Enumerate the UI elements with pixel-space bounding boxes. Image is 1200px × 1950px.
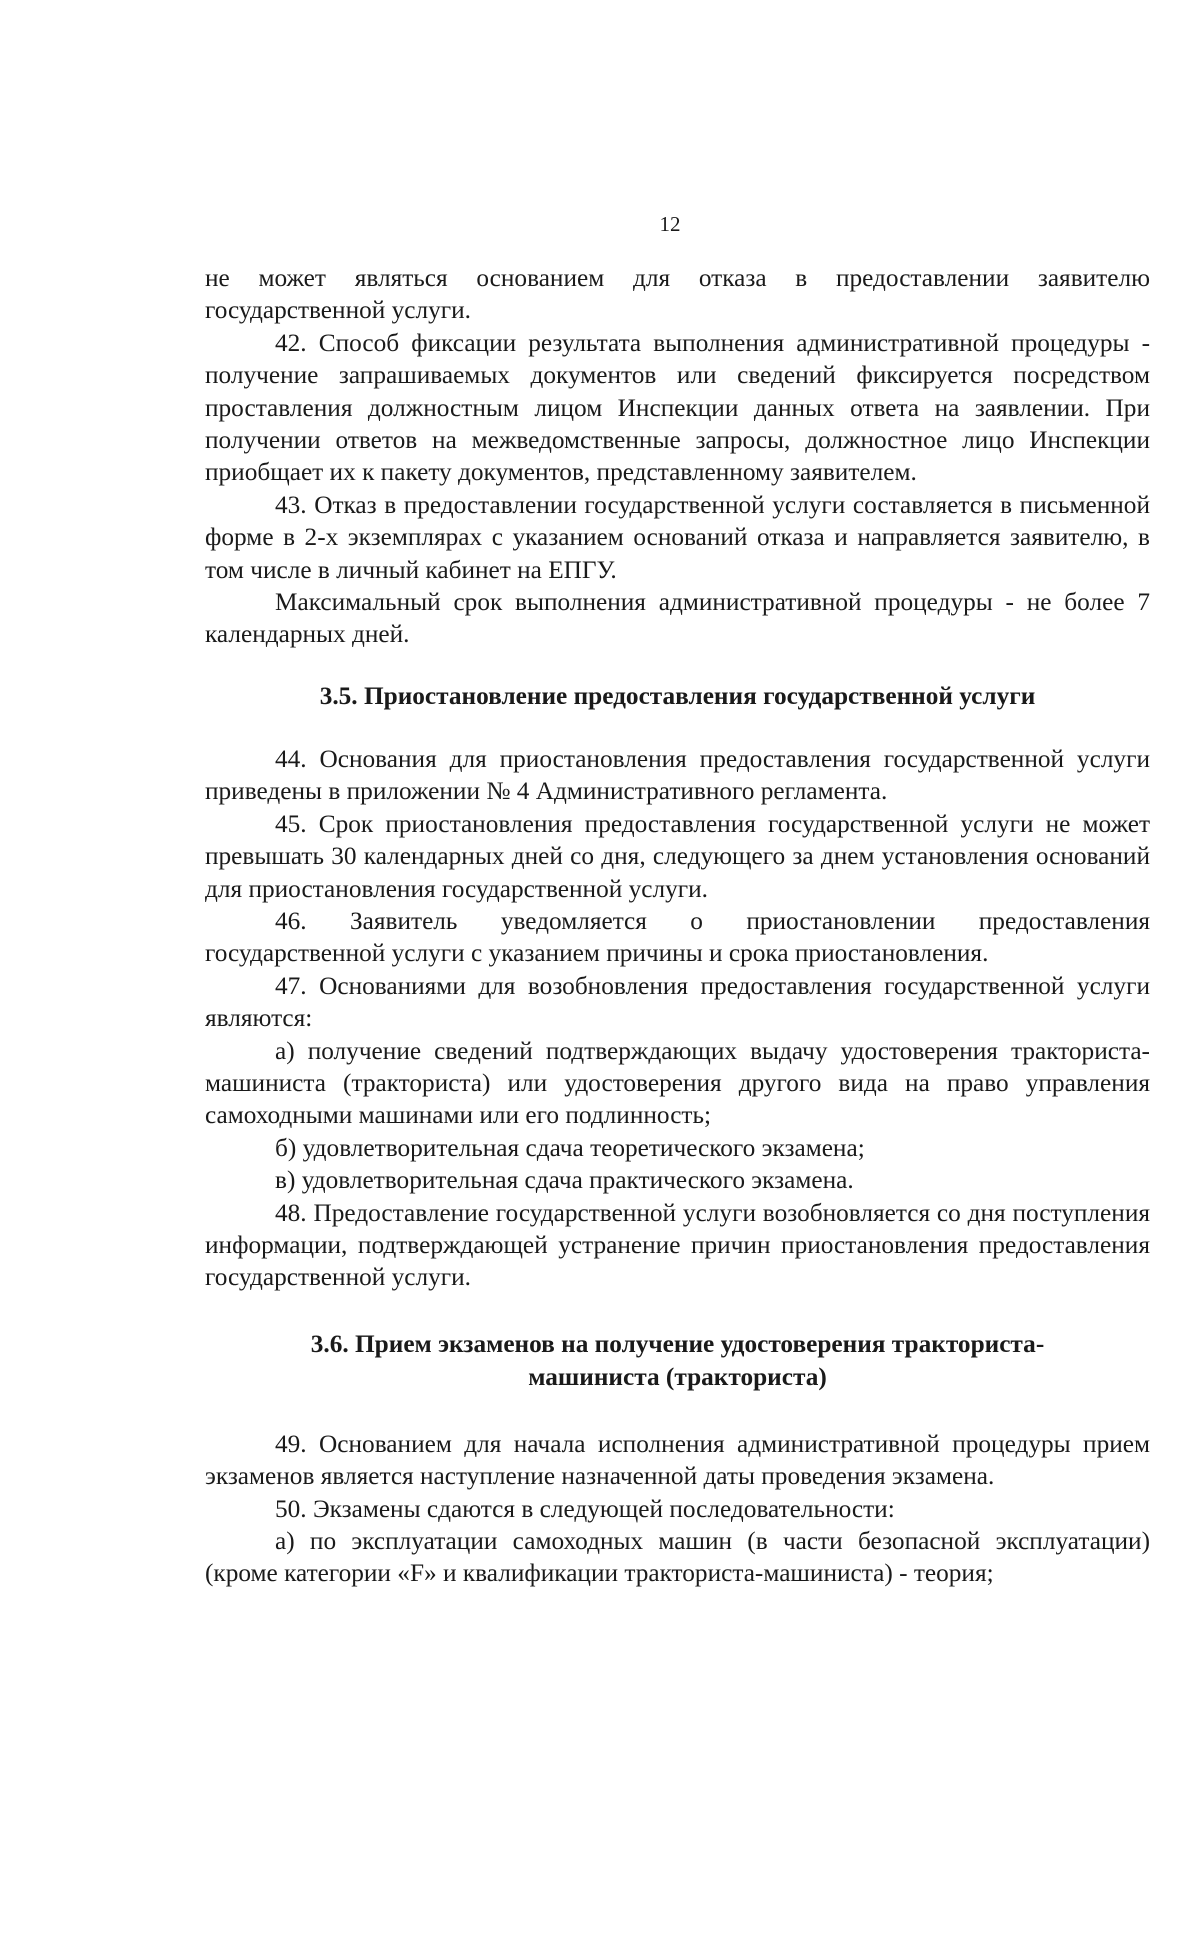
document-body — [205, 262, 1150, 1590]
paragraph-47-b: б) удовлетворительная сдача теоретического экзамена; — [275, 1133, 865, 1162]
paragraph-42: 42. Способ фиксации результата выполнения административной процедуры - получение запрашиваемых документов или сведений фиксируется посредством проставления должностным лицом Инспекции данных ответа на заявлении. При получении ответов на межведомственные запросы, должностное лицо Инспекции приобщает их к пакету документов, представленному заявителем. — [205, 328, 1150, 487]
paragraph-max-term: Максимальный срок выполнения административной процедуры - не более 7 календарных дней. — [205, 588, 1150, 649]
paragraph-47-a: а) получение сведений подтверждающих выдачу удостоверения тракториста-машиниста (тракториста) или удостоверения другого вида на право управления самоходными машинами или его подлинность; — [205, 1036, 1150, 1130]
section-heading-3-6-line1: 3.6. Прием экзаменов на получение удостоверения тракториста- — [310, 1329, 1045, 1358]
paragraph-48: 48. Предоставление государственной услуги возобновляется со дня поступления информации, подтверждающей устранение причин приостановления предоставления государственной услуги. — [205, 1198, 1150, 1292]
section-heading-3-6-line2: машиниста (тракториста) — [528, 1362, 827, 1391]
paragraph-47: 47. Основаниями для возобновления предоставления государственной услуги являются: — [205, 971, 1150, 1033]
paragraph-continuation: не может являться основанием для отказа в предоставлении заявителю государственной услуги. — [205, 264, 1150, 325]
paragraph-47-c: в) удовлетворительная сдача практического экзамена. — [275, 1166, 854, 1195]
section-heading-3-5: 3.5. Приостановление предоставления государственной услуги — [319, 681, 1036, 710]
paragraph-45: 45. Срок приостановления предоставления государственной услуги не может превышать 30 календарных дней со дня, следующего за днем установления оснований для приостановления государственной услуги. — [205, 809, 1150, 903]
section-heading-3-6 — [205, 1328, 1150, 1394]
page-number: 12 — [659, 212, 681, 236]
paragraph-50: 50. Экзамены сдаются в следующей последовательности: — [275, 1494, 895, 1523]
paragraph-44: 44. Основания для приостановления предоставления государственной услуги приведены в приложении № 4 Административного регламента. — [205, 744, 1150, 806]
paragraph-50-a: а) по эксплуатации самоходных машин (в части безопасной эксплуатации) (кроме категории «F» и квалификации тракториста-машиниста) - теория; — [205, 1527, 1150, 1588]
paragraph-43: 43. Отказ в предоставлении государственной услуги составляется в письменной форме в 2-х экземплярах с указанием оснований отказа и направляется заявителю, в том числе в личный кабинет на ЕПГУ. — [205, 490, 1150, 584]
paragraph-49: 49. Основанием для начала исполнения административной процедуры прием экзаменов является наступление назначенной даты проведения экзамена. — [205, 1429, 1150, 1491]
paragraph-46: 46. Заявитель уведомляется о приостановлении предоставления государственной услуги с указанием причины и срока приостановления. — [205, 906, 1150, 968]
